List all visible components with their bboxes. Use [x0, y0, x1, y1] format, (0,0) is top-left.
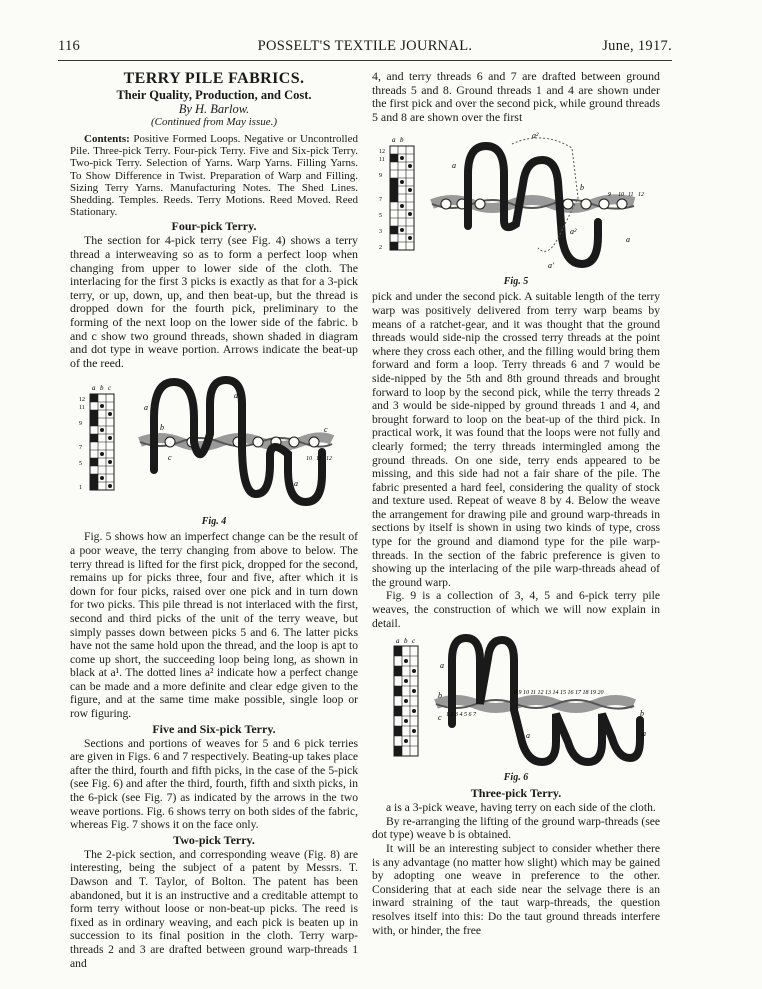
fig4-label-a-bottom: a [294, 479, 298, 489]
fig5-label-a2-bottom: a² [570, 227, 577, 237]
paragraph-two-pick: The 2-pick section, and corresponding weave (Fig. 8) are interesting, being the subject of a patent by Messrs. T. Dawson and T. Taylor, of Bolton. The patent has been abandoned, but it is an instructive and a creditable attempt to form terry without loose or non-beat-up picks. The reed is fixed as in ordinary weaving, and each pick is beaten up in succession to its final position in the cloth. Terry warp-threads 2 and 3 are drafted between ground warp-threads 1 and [70, 847, 358, 970]
heading-two-pick: Two-pick Terry. [173, 832, 255, 847]
figure-5 [372, 128, 660, 288]
fig4-weave-grid [90, 394, 114, 490]
paragraph-four-pick: The section for 4-pick terry (see Fig. 4) shows a terry thread a interweaving so as to form a perfect loop when changing from upper to lower side of the cloth. The interlacing for the first 3 picks is exactly as that for a 3-pick terry, or up, down, up, and then beat-up, but the thread is dropped down for the fourth pick, preliminary to the forming of the next loop on the lower side of the fabric. b and c show two ground threads, shown shaded in diagram and dot type in weave portion. Arrows indicate the beat-up of the reed. [70, 233, 358, 370]
fig5-pick-10: 10 [618, 192, 624, 199]
fig5-row-7: 7 [379, 197, 382, 204]
fig5-row-12: 12 [379, 149, 385, 156]
fig5-row-11: 11 [379, 157, 385, 164]
fig4-pick-11: 11 [316, 456, 322, 463]
fig4-row-9: 9 [79, 421, 82, 428]
right-column [372, 70, 660, 937]
fig6-label-b: b [404, 637, 408, 646]
fig5-label-a-right: a [626, 235, 630, 245]
fig4-row-12: 12 [79, 397, 85, 404]
fig4-row-5: 5 [79, 461, 82, 468]
fig4-caption: Fig. 4 [201, 516, 227, 528]
fig4-label-a-top: a [144, 403, 148, 413]
fig5-ground-band [432, 199, 634, 209]
fig5-weave-grid [390, 146, 414, 250]
paragraph-three-pick-1: a is a 3-pick weave, having terry on each side of the cloth. [386, 801, 656, 815]
fig4-row-11: 11 [79, 405, 85, 412]
contents-label: Contents: [84, 133, 130, 145]
fig5-label-b: b [400, 136, 404, 145]
fig5-row-2: 2 [379, 245, 382, 252]
fig4-label-b-band: b [160, 423, 164, 433]
fig4-pick-numbers [306, 456, 332, 462]
page-number: 116 [58, 38, 81, 54]
fig6-diagram [372, 634, 660, 772]
fig6-label-b-left: b [438, 691, 442, 701]
paragraph-five-six-pick: Sections and portions of weaves for 5 and 6 pick terries are given in Figs. 6 and 7 respectively. Beating-up takes place after the third, fourth and fifth picks, in the case of the 5-pick (see Fig. 6) and after the third, fourth, fifth and sixth picks, in the 6-pick (see Fig. 7) as indicated by the arrows in the two weave portions. Fig. 6 shows terry on both sides of the fabric, whereas Fig. 7 shows it on the face only. [70, 736, 358, 832]
fig5-label-a-top: a [452, 161, 456, 171]
header-rule [58, 60, 672, 61]
paragraph-continuation: 4, and terry threads 6 and 7 are drafted between ground threads 5 and 8. Ground threads 1 and 4 are shown under the first pick and over the second pick, while ground threads 5 and 8 are shown over the first [372, 69, 660, 124]
article-subtitle: Their Quality, Production, and Cost. [116, 88, 312, 102]
fig4-row-numbers [79, 397, 85, 491]
fig6-top-numbers: 8 9 10 11 12 13 14 15 16 17 18 19 20 [514, 690, 604, 697]
fig5-row-5: 5 [379, 213, 382, 220]
fig5-caption: Fig. 5 [503, 276, 529, 288]
fig6-ground-band [436, 700, 634, 709]
paragraph-pick-explanation: pick and under the second pick. A suitable length of the terry warp was positively delivered from terry warp beams by means of a ratchet-gear, and it was thought that the ground threads would side-nip the crossed terry threads at the point where they cross each other, and the filling would bring them forward and form a loop. Terry threads 6 and 7 would be side-nipped by the 5th and 8th ground threads and brought forward to loop by the second pick, while the terry threads 2 and 3 would be side-nipped by ground threads 1 and 4, and brought forward to loop on the beat-up of the third pick. In practical work, it was found that the loops were not fully and clearly formed; the terry threads intermingled among the ground threads. On one side, terry ends appeared to be missing, and this side had not a fair share of the pile. The fabric presented a hard feel, considering the quality of stock and texture used. Repeat of weave 8 by 4. Below the weave the arrangement for drawing pile and ground warp-threads in sections by itself is shown in using two kinds of type, cross type for the ground and diamond type for the pile warp-threads. In the section of the fabric preference is given to showing up the interlacing of the pile warp-threads ahead of the ground warp. [372, 290, 660, 589]
paragraph-fig9: Fig. 9 is a collection of 3, 4, 5 and 6-pick terry pile weaves, the construction of which we will now explain in detail. [372, 589, 660, 630]
fig5-label-a: a [392, 136, 396, 145]
fig6-label-a-right: a [642, 729, 646, 739]
fig4-row-7: 7 [79, 445, 82, 452]
fig6-caption: Fig. 6 [503, 772, 529, 784]
fig4-diagram [70, 374, 358, 516]
fig6-label-c-left: c [438, 713, 442, 723]
fig5-row-9: 9 [379, 173, 382, 180]
fig4-label-b: b [100, 384, 104, 393]
fig4-label-c: c [108, 384, 112, 393]
fig5-label-b-band: b [580, 183, 584, 193]
fig5-pick-11: 11 [628, 192, 634, 199]
fig5-row-3: 3 [379, 229, 382, 236]
fig4-pick-10: 10 [306, 456, 312, 463]
fig4-label-a-loop: a [234, 391, 238, 401]
fig4-label-a: a [92, 384, 96, 393]
fig4-label-c-right: c [324, 425, 328, 435]
journal-title: POSSELT'S TEXTILE JOURNAL. [257, 38, 473, 54]
fig6-label-a-mid: a [526, 731, 530, 741]
fig5-pick-12: 12 [638, 192, 644, 199]
fig4-row-1: 1 [79, 485, 82, 492]
fig6-label-b-right: b [640, 709, 644, 719]
fig5-diagram [372, 128, 660, 276]
fig5-label-a2-top: a² [532, 131, 539, 141]
fig6-label-a-top: a [440, 661, 444, 671]
fig5-row-numbers [379, 149, 385, 251]
heading-five-six-pick: Five and Six-pick Terry. [152, 721, 276, 736]
paragraph-fig5-explanation: Fig. 5 shows how an imperfect change can be the result of a poor weave, the terry changing from above to below. The terry thread is lifted for the first pick, dropped for the second, remains up for picks three, four and five, after which it is down for four picks, raised over one pick and in turn down for two picks. This pile thread is not interlaced with the first, second and third picks of the unit of the terry weave, but simply passes down between picks 5 and 6. The latter picks have not the same hold upon the thread, and the loop is apt to come up short, the succeeding loop being long, as shown in black at a¹. The dotted lines a² indicate how a perfect change can be made and a more definite and clear edge given to the figure, and at the same time make possible, single loop or row figuring. [70, 530, 358, 721]
paragraph-three-pick-3: It will be an interesting subject to consider whether there is any advantage (no matter how slight) which may be gained by adopting one weave in preference to the other. Considering that at each side near the selvage there is an inward straining of the taut warp-threads, the question resolves itself into this: Do the taut ground threads interfere with, or hinder, the free [372, 842, 660, 937]
page-header [58, 38, 672, 58]
article-byline: By H. Barlow. [178, 102, 250, 116]
fig5-label-a-prime: a' [548, 261, 554, 271]
continued-note: (Continued from May issue.) [150, 116, 278, 128]
fig6-label-c: c [412, 637, 416, 646]
figure-6 [372, 634, 660, 784]
fig4-label-c-left: c [168, 453, 172, 463]
fig6-weave-grid [394, 646, 418, 756]
contents-text: Positive Formed Loops. Negative or Uncontrolled Pile. Three-pick Terry. Four-pick Terry. Five and Six-pick Terry. Two-pick Terry. Selection of Yarns. Warp Yarns. Filling Yarns. To Show Difference in Twist. Preparation of Warp and Filling. Sizing Terry Yarns. Manufacturing Notes. The Shed Lines. Shedding. Temples. Reeds. Terry Motions. Reed Moved. Reed Stationary. [70, 133, 358, 219]
issue-date: June, 1917. [602, 38, 672, 54]
left-column [70, 70, 358, 970]
figure-4 [70, 374, 358, 528]
article-title: TERRY PILE FABRICS. [123, 70, 305, 87]
fig4-ground-band [140, 437, 332, 447]
fig4-pick-12: 12 [326, 456, 332, 463]
heading-four-pick: Four-pick Terry. [171, 219, 257, 234]
paragraph-three-pick-2: By re-arranging the lifting of the ground warp-threads (see dot type) weave b is obtained. [372, 814, 660, 842]
contents-paragraph [70, 133, 358, 218]
heading-three-pick: Three-pick Terry. [470, 786, 562, 801]
fig6-label-a: a [396, 637, 400, 646]
fig6-bottom-numbers: 1 2 3 4 5 6 7 [446, 712, 476, 719]
fig5-pick-9: 9 [608, 192, 611, 199]
